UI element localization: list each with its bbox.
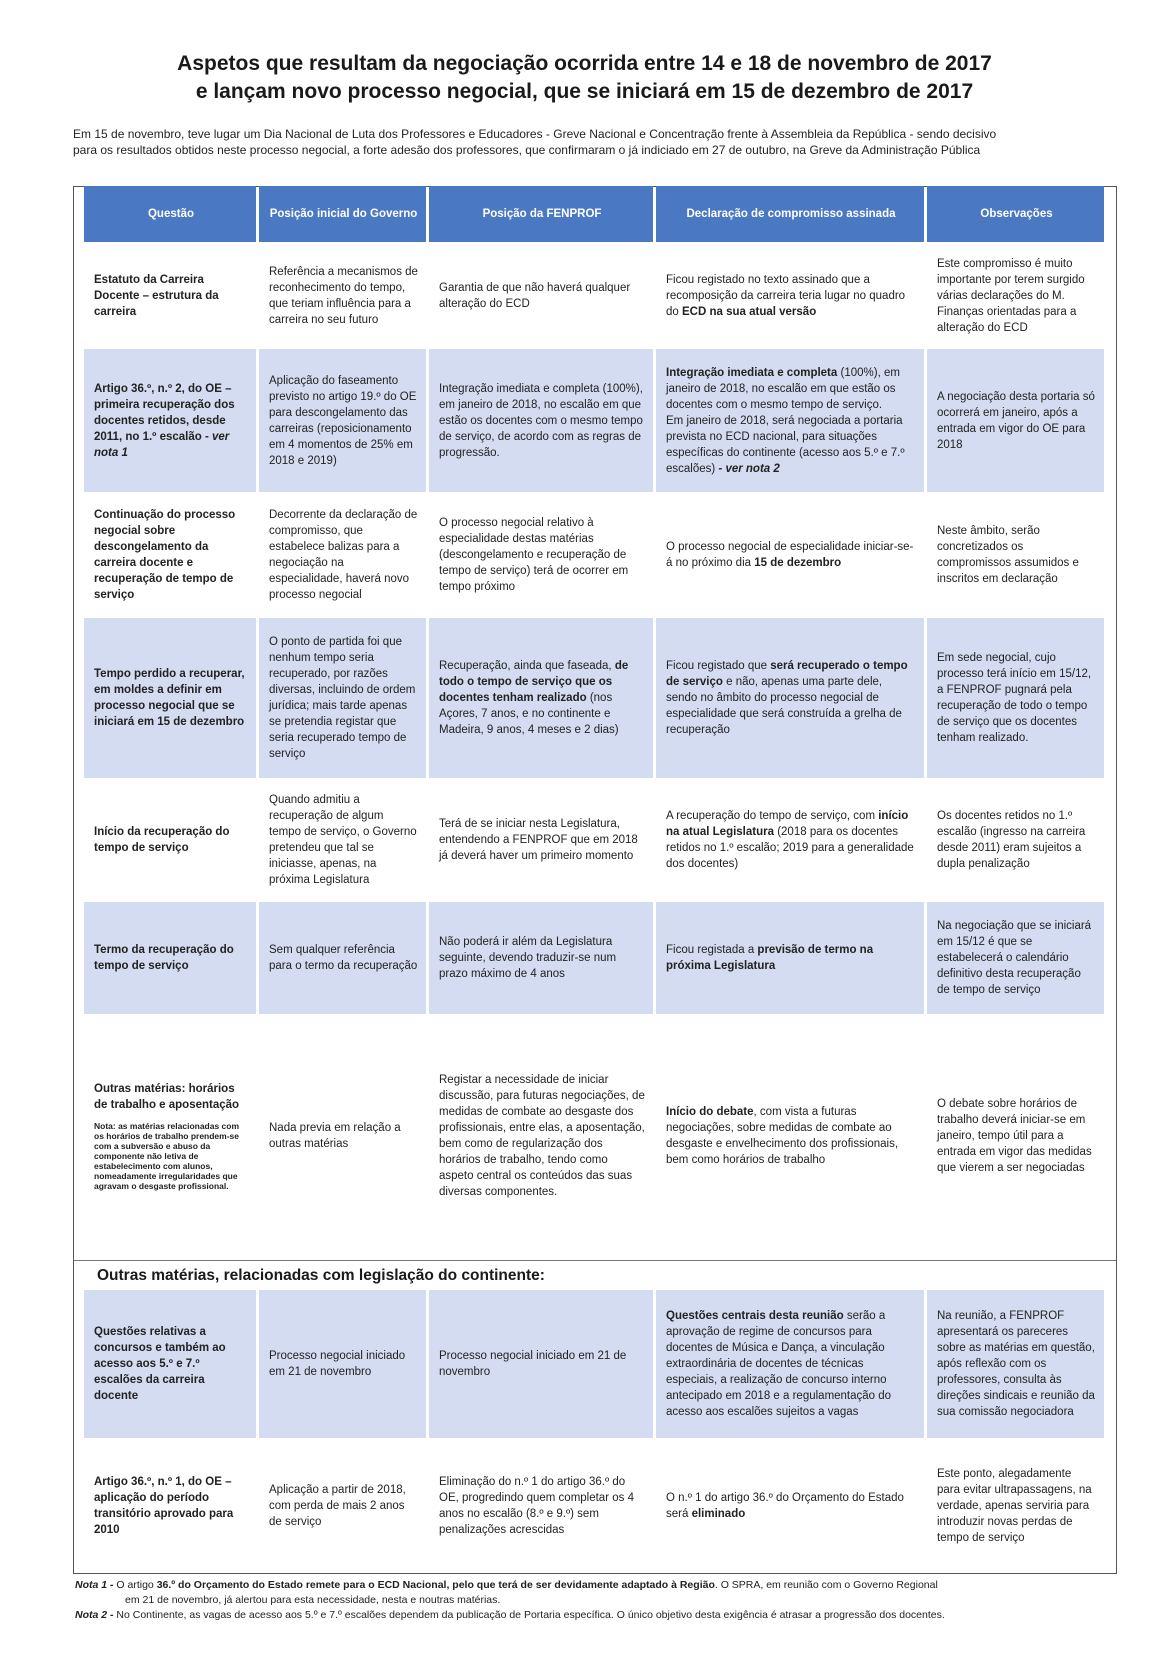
cell-declaracao: Ficou registada a previsão de termo na próxima Legislatura — [656, 902, 924, 1014]
document-title — [0, 50, 1169, 106]
table-row — [84, 495, 1104, 615]
cell-governo: Quando admitiu a recuperação de algum tempo de serviço, o Governo pretendeu que tal se iniciasse, apenas, na próxima Legislatura — [259, 781, 426, 899]
cell-questao: Artigo 36.º, n.º 2, do OE – primeira recuperação dos docentes retidos, desde 2011, no 1.º escalão - ver nota 1 — [84, 349, 256, 492]
intro-paragraph — [73, 126, 1113, 158]
cell-observacoes: Este compromisso é muito importante por terem surgido várias declarações do M. Finanças orientadas para a alteração do ECD — [927, 245, 1104, 346]
cell-declaracao: A recuperação do tempo de serviço, com início na atual Legislatura (2018 para os docentes retidos no 1.º escalão; 2019 para a generalidade dos docentes) — [656, 781, 924, 899]
cell-fenprof: Integração imediata e completa (100%), em janeiro de 2018, no escalão em que estão os docentes com o mesmo tempo de serviço, de acordo com as regras de progressão. — [429, 349, 653, 492]
cell-questao: Tempo perdido a recuperar, em moldes a definir em processo negocial que se iniciará em 15 de dezembro — [84, 618, 256, 778]
cell-observacoes: Em sede negocial, cujo processo terá início em 15/12, a FENPROF pugnará pela recuperação de todo o tempo de serviço que os docentes tenham realizado. — [927, 618, 1104, 778]
table-row — [84, 781, 1104, 899]
table-row — [84, 618, 1104, 778]
table-header-row — [84, 186, 1104, 242]
table-row — [84, 1290, 1104, 1438]
cell-questao: Questões relativas a concursos e também ao acesso aos 5.º e 7.º escalões da carreira docente — [84, 1290, 256, 1438]
cell-fenprof: Não poderá ir além da Legislatura seguinte, devendo traduzir-se num prazo máximo de 4 anos — [429, 902, 653, 1014]
table-row — [84, 1017, 1104, 1255]
questao-note: Nota: as matérias relacionadas com os horários de trabalho prendem-se com a subversão e abuso da componente não letiva de estabelecimento com alunos, nomeadamente irregularidades que agravam o desgaste profissional. — [94, 1121, 240, 1191]
cell-declaracao: Início do debate, com vista a futuras negociações, sobre medidas de combate ao desgaste e envelhecimento dos profissionais, bem como horários de trabalho — [656, 1017, 924, 1255]
cell-governo: Processo negocial iniciado em 21 de novembro — [259, 1290, 426, 1438]
cell-declaracao: Ficou registado que será recuperado o tempo de serviço e não, apenas uma parte dele, sendo no âmbito do processo negocial de especialidade que será construída a grelha de recuperação — [656, 618, 924, 778]
footnote-2: Nota 2 - No Continente, as vagas de acesso aos 5.º e 7.º escalões dependem da publicação de Portaria específica. O único objetivo desta exigência é atrasar a progressão dos docentes. — [75, 1609, 945, 1621]
cell-questao: Outras matérias: horários de trabalho e aposentação Nota: as matérias relacionadas com os horários de trabalho prendem-se com a subversão e abuso da componente não letiva de estabelecimento com alunos, nomeadamente irregularidades que agravam o desgaste profissional. — [84, 1017, 256, 1255]
cell-declaracao: Questões centrais desta reunião serão a aprovação de regime de concursos para docentes de Música e Dança, a vinculação extraordinária de docentes de técnicas especiais, a realização de concurso interno antecipado em 2018 e a regulamentação do acesso aos escalões sujeitos a vagas — [656, 1290, 924, 1438]
cell-fenprof: Processo negocial iniciado em 21 de novembro — [429, 1290, 653, 1438]
cell-questao: Estatuto da Carreira Docente – estrutura da carreira — [84, 245, 256, 346]
header-questao: Questão — [84, 186, 256, 242]
title-line-2: e lançam novo processo negocial, que se iniciará em 15 de dezembro de 2017 — [195, 80, 974, 103]
table-row — [84, 349, 1104, 492]
footnote-1-continued: em 21 de novembro, já alertou para esta necessidade, nesta e noutras matérias. — [125, 1594, 501, 1606]
cell-fenprof: Garantia de que não haverá qualquer alteração do ECD — [429, 245, 653, 346]
cell-observacoes: O debate sobre horários de trabalho deverá iniciar-se em janeiro, tempo útil para a entrada em vigor das medidas que vierem a ser negociadas — [927, 1017, 1104, 1255]
footnotes — [75, 1578, 1135, 1623]
cell-governo: Aplicação a partir de 2018, com perda de mais 2 anos de serviço — [259, 1441, 426, 1571]
cell-observacoes: Os docentes retidos no 1.º escalão (ingresso na carreira desde 2011) eram sujeitos a dupla penalização — [927, 781, 1104, 899]
cell-observacoes: Neste âmbito, serão concretizados os compromissos assumidos e inscritos em declaração — [927, 495, 1104, 615]
intro-line-2: para os resultados obtidos neste processo negocial, a forte adesão dos professores, que confirmaram o já indiciado em 27 de outubro, na Greve da Administração Pública — [73, 143, 981, 157]
cell-observacoes: Na reunião, a FENPROF apresentará os pareceres sobre as matérias em questão, após reflexão com os professores, consulta às direções sindicais e reunião da sua comissão negociadora — [927, 1290, 1104, 1438]
cell-observacoes: Este ponto, alegadamente para evitar ultrapassagens, na verdade, apenas serviria para introduzir novas perdas de tempo de serviço — [927, 1441, 1104, 1571]
cell-governo: Aplicação do faseamento previsto no artigo 19.º do OE para descongelamento das carreiras (reposicionamento em 4 momentos de 25% em 2018 e 2019) — [259, 349, 426, 492]
cell-declaracao: Integração imediata e completa (100%), em janeiro de 2018, no escalão em que estão os docentes com o mesmo tempo de serviço. Em janeiro de 2018, será negociada a portaria prevista no ECD nacional, para situações específicas do continente (acesso aos 5.º e 7.º escalões) - ver nota 2 — [656, 349, 924, 492]
section-divider — [74, 1260, 1116, 1261]
cell-declaracao: O n.º 1 do artigo 36.º do Orçamento do Estado será eliminado — [656, 1441, 924, 1571]
cell-observacoes: A negociação desta portaria só ocorrerá em janeiro, após a entrada em vigor do OE para 2018 — [927, 349, 1104, 492]
cell-observacoes: Na negociação que se iniciará em 15/12 é que se estabelecerá o calendário definitivo desta recuperação de tempo de serviço — [927, 902, 1104, 1014]
cell-governo: O ponto de partida foi que nenhum tempo seria recuperado, por razões diversas, incluindo de ordem jurídica; mais tarde apenas se pretendia registar que seria recuperado tempo de serviço — [259, 618, 426, 778]
header-posicao-fenprof: Posição da FENPROF — [429, 186, 653, 242]
cell-fenprof: Registar a necessidade de iniciar discussão, para futuras negociações, de medidas de combate ao desgaste dos profissionais, entre elas, a aposentação, bem como de regularização dos horários de trabalho, tendo como aspeto central os conteúdos das suas diversas componentes. — [429, 1017, 653, 1255]
table-row — [84, 902, 1104, 1014]
header-declaracao: Declaração de compromisso assinada — [656, 186, 924, 242]
cell-questao: Início da recuperação do tempo de serviço — [84, 781, 256, 899]
table-row — [84, 245, 1104, 346]
cell-declaracao: O processo negocial de especialidade iniciar-se-á no próximo dia 15 de dezembro — [656, 495, 924, 615]
table-row — [84, 1441, 1104, 1571]
cell-fenprof: Eliminação do n.º 1 do artigo 36.º do OE, progredindo quem completar os 4 anos no escalão (8.º e 9.º) sem penalizações acrescidas — [429, 1441, 653, 1571]
header-observacoes: Observações — [927, 186, 1104, 242]
cell-questao: Artigo 36.º, n.º 1, do OE – aplicação do período transitório aprovado para 2010 — [84, 1441, 256, 1571]
cell-governo: Nada previa em relação a outras matérias — [259, 1017, 426, 1255]
header-posicao-governo: Posição inicial do Governo — [259, 186, 426, 242]
cell-fenprof: Terá de se iniciar nesta Legislatura, entendendo a FENPROF que em 2018 já deverá haver um primeiro momento — [429, 781, 653, 899]
cell-fenprof: O processo negocial relativo à especialidade destas matérias (descongelamento e recuperação de tempo de serviço) terá de ocorrer em tempo próximo — [429, 495, 653, 615]
section-title: Outras matérias, relacionadas com legislação do continente: — [97, 1267, 545, 1284]
cell-governo: Referência a mecanismos de reconhecimento do tempo, que teriam influência para a carreira no seu futuro — [259, 245, 426, 346]
cell-questao: Termo da recuperação do tempo de serviço — [84, 902, 256, 1014]
cell-fenprof: Recuperação, ainda que faseada, de todo o tempo de serviço que os docentes tenham realizado (nos Açores, 7 anos, e no continente e Madeira, 9 anos, 4 meses e 2 dias) — [429, 618, 653, 778]
cell-governo: Sem qualquer referência para o termo da recuperação — [259, 902, 426, 1014]
cell-governo: Decorrente da declaração de compromisso, que estabelece balizas para a negociação na especialidade, haverá novo processo negocial — [259, 495, 426, 615]
cell-declaracao: Ficou registado no texto assinado que a recomposição da carreira teria lugar no quadro do ECD na sua atual versão — [656, 245, 924, 346]
cell-questao: Continuação do processo negocial sobre descongelamento da carreira docente e recuperação de tempo de serviço — [84, 495, 256, 615]
footnote-1: Nota 1 - O artigo 36.º do Orçamento do Estado remete para o ECD Nacional, pelo que terá de ser devidamente adaptado à Região. O SPRA, em reunião com o Governo Regional — [75, 1579, 938, 1591]
title-line-1: Aspetos que resultam da negociação ocorrida entre 14 e 18 de novembro de 2017 — [177, 52, 992, 75]
intro-line-1: Em 15 de novembro, teve lugar um Dia Nacional de Luta dos Professores e Educadores - Greve Nacional e Concentração frente à Assembleia da República - sendo decisivo — [73, 127, 997, 141]
